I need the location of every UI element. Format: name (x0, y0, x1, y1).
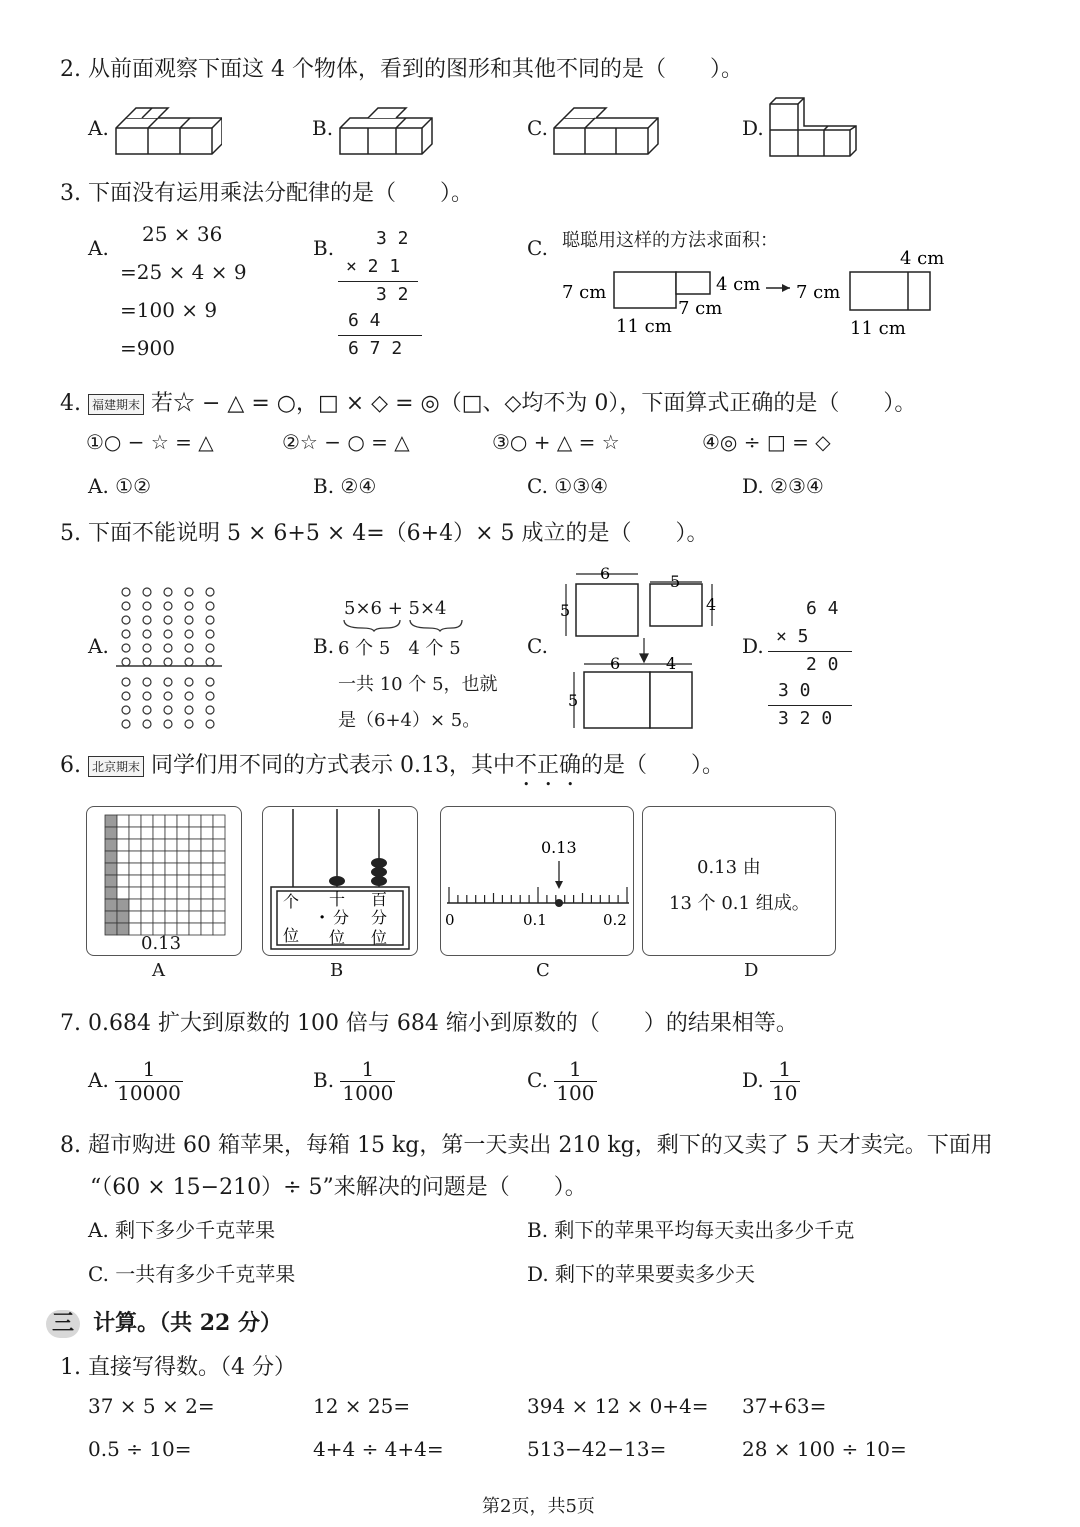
dot (185, 658, 193, 666)
q2-figure-b (336, 106, 446, 162)
dot (185, 588, 193, 596)
q4-number: 4. (60, 391, 81, 416)
q3-b-rule-1 (338, 281, 418, 282)
q6-b-decimal-point: · (319, 907, 326, 928)
grid-cell (129, 899, 141, 911)
grid-cell (201, 827, 213, 839)
q7-d-denominator: 10 (772, 1081, 798, 1105)
q7-option-d (742, 1058, 800, 1105)
q6-panel-a (86, 806, 242, 956)
grid-cell (165, 815, 177, 827)
grid-cell (153, 851, 165, 863)
calc-item-8: 28 × 100 ÷ 10= (742, 1437, 907, 1461)
grid-cell (165, 875, 177, 887)
dot (143, 706, 151, 714)
grid-cell (153, 863, 165, 875)
grid-cell (153, 875, 165, 887)
q6-panel-b-label: B (330, 960, 344, 981)
dot (164, 602, 172, 610)
dot (164, 616, 172, 624)
dot (206, 602, 214, 610)
q6-c-tick-2: 0.2 (603, 911, 627, 929)
grid-cell (117, 815, 129, 827)
q2-option-b-label: B. (312, 116, 334, 140)
grid-cell (129, 875, 141, 887)
dot (164, 588, 172, 596)
dot (185, 678, 193, 686)
grid-cell (201, 839, 213, 851)
grid-cell (177, 899, 189, 911)
section-3-title: 计算。（共 22 分） (93, 1310, 283, 1336)
dot (164, 658, 172, 666)
q5-c-area-figure (554, 562, 724, 734)
q5-b-line-3: 一共 10 个 5，也就 (338, 674, 498, 695)
grid-cell (165, 839, 177, 851)
q6-c-value-label: 0.13 (541, 838, 577, 857)
q7-option-d-label: D. (742, 1068, 764, 1092)
q2-figure-d (766, 96, 860, 162)
q5-d-row-5: 3 2 0 (778, 708, 833, 729)
grid-cell (153, 911, 165, 923)
q3-c-dim-small-width: 7 cm (678, 298, 723, 319)
q5-c-dim-7: 5 (568, 691, 579, 710)
q8-option-d: D. 剩下的苹果要卖多少天 (527, 1262, 756, 1286)
grid-cell (177, 851, 189, 863)
grid-cell (117, 875, 129, 887)
grid-cell (165, 827, 177, 839)
grid-cell (141, 875, 153, 887)
q5-option-c-label: C. (527, 634, 548, 658)
grid-cell (105, 887, 117, 899)
grid-cell (201, 887, 213, 899)
q7-option-c-fraction (554, 1058, 596, 1105)
dot (143, 588, 151, 596)
q3-c-dim-right-width: 11 cm (850, 318, 906, 339)
grid-cell (201, 911, 213, 923)
grid-cell (213, 815, 225, 827)
dot (143, 720, 151, 728)
q3-c-dim-right-height: 7 cm (796, 282, 841, 303)
q6-b-ones-1: 个 (283, 892, 300, 911)
dot (185, 644, 193, 652)
grid-cell (141, 911, 153, 923)
grid-cell (189, 815, 201, 827)
q6-panel-c-label: C (536, 960, 550, 981)
grid-cell (165, 863, 177, 875)
calc-item-3: 394 × 12 × 0+4= (527, 1394, 709, 1418)
q4-source-tag: 福建期末 (88, 394, 144, 415)
q4-option-b: B. ②④ (313, 474, 377, 498)
grid-cell (105, 899, 117, 911)
q5-stem: 5. 下面不能说明 5 × 6+5 × 4=（6+4）× 5 成立的是（ ）。 (60, 521, 709, 546)
q5-c-dim-4: 4 (706, 595, 717, 614)
q6-panel-d (642, 806, 836, 956)
q5-d-row-2: × 5 (776, 626, 809, 647)
grid-cell (105, 923, 117, 935)
grid-cell (201, 851, 213, 863)
q2-figure-a (112, 106, 222, 162)
q4-item-2: ②☆ − ○ = △ (282, 430, 410, 454)
dot (185, 602, 193, 610)
grid-cell (141, 827, 153, 839)
q3-option-b-label: B. (313, 236, 335, 260)
q3-option-c-label: C. (527, 236, 548, 260)
grid-cell (129, 851, 141, 863)
q6-b-tenths-3: 位 (329, 928, 346, 947)
q8-option-b: B. 剩下的苹果平均每天卖出多少千克 (527, 1218, 855, 1242)
dot (164, 692, 172, 700)
q4-option-c: C. ①③④ (527, 474, 609, 498)
q2-stem: 2. 从前面观察下面这 4 个物体，看到的图形和其他不同的是（ ）。 (60, 57, 743, 82)
grid-cell (129, 815, 141, 827)
dot (164, 706, 172, 714)
grid-cell (189, 911, 201, 923)
q5-d-row-3: 2 0 (806, 654, 839, 675)
q6-d-line-2: 13 个 0.1 组成。 (669, 893, 810, 914)
grid-cell (105, 863, 117, 875)
dot (143, 658, 151, 666)
section-3-number: 三 (46, 1310, 80, 1338)
q5-c-dim-6: 4 (666, 654, 677, 673)
grid-cell (213, 839, 225, 851)
dot (164, 678, 172, 686)
q7-c-denominator: 100 (556, 1081, 595, 1105)
grid-cell (117, 839, 129, 851)
grid-cell (177, 911, 189, 923)
dot (206, 588, 214, 596)
calc-item-5: 0.5 ÷ 10= (88, 1437, 192, 1461)
q6-b-ones-2: 位 (283, 926, 300, 945)
q6-a-caption: 0.13 (141, 933, 182, 954)
q6-b-tenths-2: 分 (333, 908, 350, 927)
grid-cell (213, 875, 225, 887)
grid-cell (201, 863, 213, 875)
grid-cell (117, 899, 129, 911)
grid-cell (129, 863, 141, 875)
grid-cell (153, 839, 165, 851)
q5-b-braces (342, 618, 466, 632)
q3-c-dim-left-height: 7 cm (562, 282, 607, 303)
q5-c-dim-3: 5 (560, 601, 571, 620)
grid-cell (141, 863, 153, 875)
dot (122, 720, 130, 728)
q5-b-line-1: 5×6 + 5×4 (344, 598, 447, 619)
dot (185, 692, 193, 700)
dot (206, 658, 214, 666)
dot (206, 630, 214, 638)
q5-b-line-4: 是（6+4）× 5。 (338, 710, 481, 731)
q4-option-a: A. ①② (88, 474, 152, 498)
q4-stem-line (60, 386, 916, 417)
q6-stem-before: 同学们用不同的方式表示 0.13，其中 (151, 753, 515, 778)
grid-cell (153, 827, 165, 839)
dot (122, 706, 130, 714)
q7-b-numerator: 1 (361, 1057, 375, 1081)
grid-cell (117, 863, 129, 875)
q3-c-dim-small-height: 4 cm (716, 274, 761, 295)
grid-cell (177, 863, 189, 875)
grid-cell (117, 887, 129, 899)
q6-b-abacus (263, 807, 417, 955)
page-footer: 第2页，共5页 (482, 1496, 595, 1517)
q5-option-d-label: D. (742, 634, 764, 658)
q6-stem-emphasis: 不正确 (515, 753, 582, 778)
grid-cell (129, 911, 141, 923)
dot (143, 616, 151, 624)
q5-option-b-label: B. (313, 634, 335, 658)
grid-cell (213, 827, 225, 839)
q7-option-b-fraction (340, 1058, 395, 1105)
q5-option-a-label: A. (88, 634, 109, 658)
q7-a-numerator: 1 (142, 1057, 156, 1081)
dot (143, 692, 151, 700)
grid-cell (201, 875, 213, 887)
q3-stem: 3. 下面没有运用乘法分配律的是（ ）。 (60, 181, 473, 206)
q2-option-c-label: C. (527, 116, 548, 140)
grid-cell (129, 839, 141, 851)
q4-item-3: ③○ + △ = ☆ (492, 430, 620, 454)
grid-cell (117, 923, 129, 935)
dot (206, 720, 214, 728)
q3-b-row-1: 3 2 (376, 228, 409, 249)
grid-cell (141, 815, 153, 827)
q6-source-tag: 北京期末 (88, 756, 144, 777)
grid-cell (177, 875, 189, 887)
grid-cell (105, 827, 117, 839)
grid-cell (189, 875, 201, 887)
q6-b-hundredths-3: 位 (371, 928, 388, 947)
grid-cell (213, 923, 225, 935)
dot (122, 616, 130, 624)
grid-cell (189, 899, 201, 911)
q6-panel-d-label: D (744, 960, 759, 981)
dot (164, 644, 172, 652)
dot (122, 630, 130, 638)
q5-c-dim-1: 6 (600, 564, 611, 583)
q7-a-denominator: 10000 (117, 1081, 181, 1105)
grid-cell (141, 899, 153, 911)
q6-b-hundredths-1: 百 (371, 890, 388, 909)
grid-cell (165, 911, 177, 923)
q5-d-rule-1 (768, 651, 852, 652)
q7-option-d-fraction (770, 1058, 799, 1105)
dot (143, 630, 151, 638)
q7-d-numerator: 1 (778, 1057, 792, 1081)
grid-cell (213, 851, 225, 863)
dot (206, 706, 214, 714)
q8-option-c: C. 一共有多少千克苹果 (88, 1262, 296, 1286)
q7-option-a (88, 1058, 183, 1105)
grid-cell (105, 815, 117, 827)
grid-cell (201, 815, 213, 827)
calc-item-4: 37+63= (742, 1394, 827, 1418)
dot (185, 706, 193, 714)
q4-option-d: D. ②③④ (742, 474, 824, 498)
q6-panel-a-label: A (152, 960, 165, 981)
q6-stem-after: 的是（ ）。 (581, 753, 725, 778)
q4-stem: 若☆ − △ = ○，□ × ◇ = ◎（□、◇均不为 0），下面算式正确的是（ ）。 (151, 391, 917, 416)
grid-cell (201, 923, 213, 935)
grid-cell (213, 887, 225, 899)
dot (122, 678, 130, 686)
calc-item-2: 12 × 25= (313, 1394, 411, 1418)
dot (164, 720, 172, 728)
q7-stem: 7. 0.684 扩大到原数的 100 倍与 684 缩小到原数的（ ）的结果相等。 (60, 1011, 798, 1036)
q7-c-numerator: 1 (569, 1057, 582, 1081)
q3-a-line-1: 25 × 36 (142, 222, 223, 246)
q8-stem-line-1: 8. 超市购进 60 箱苹果，每箱 15 kg，第一天卖出 210 kg，剩下的又卖了 5 天才卖完。下面用 (60, 1133, 993, 1158)
dot (206, 678, 214, 686)
q6-panel-b (262, 806, 418, 956)
q6-d-line-1: 0.13 由 (697, 857, 761, 878)
grid-cell (165, 887, 177, 899)
q5-d-row-4: 3 0 (778, 680, 811, 701)
grid-cell (141, 887, 153, 899)
q5-c-dim-2: 5 (670, 572, 681, 591)
grid-cell (201, 899, 213, 911)
dot (122, 692, 130, 700)
grid-cell (189, 863, 201, 875)
grid-cell (189, 887, 201, 899)
grid-cell (189, 923, 201, 935)
grid-cell (165, 899, 177, 911)
q7-option-a-fraction (115, 1058, 183, 1105)
dot (164, 630, 172, 638)
q5-d-row-1: 6 4 (806, 598, 839, 619)
grid-cell (213, 863, 225, 875)
section-3-header (46, 1306, 282, 1338)
grid-cell (129, 923, 141, 935)
q7-option-a-label: A. (88, 1068, 109, 1092)
grid-cell (129, 827, 141, 839)
dot (122, 644, 130, 652)
q6-stem-line (60, 748, 724, 791)
calc-item-6: 4+4 ÷ 4+4= (313, 1437, 444, 1461)
q2-option-a-label: A. (88, 116, 109, 140)
dot (185, 616, 193, 624)
dot (206, 692, 214, 700)
q3-b-row-5: 6 7 2 (348, 338, 403, 359)
q5-d-rule-2 (768, 705, 852, 706)
grid-cell (153, 887, 165, 899)
section-3-subtitle: 1. 直接写得数。（4 分） (60, 1355, 296, 1380)
q7-option-b-label: B. (313, 1068, 335, 1092)
grid-cell (213, 911, 225, 923)
q2-option-d-label: D. (742, 116, 764, 140)
q6-c-number-line (441, 807, 633, 955)
grid-cell (177, 827, 189, 839)
dot (206, 644, 214, 652)
q6-b-tenths-1: 十 (329, 890, 346, 909)
dot (143, 678, 151, 686)
calc-item-7: 513−42−13= (527, 1437, 667, 1461)
q7-option-c (527, 1058, 597, 1105)
q7-option-b (313, 1058, 395, 1105)
q6-b-hundredths-2: 分 (371, 908, 388, 927)
dot (122, 602, 130, 610)
grid-cell (189, 839, 201, 851)
q3-b-row-4: 6 4 (348, 310, 381, 331)
q5-a-dot-array (114, 584, 226, 732)
grid-cell (117, 827, 129, 839)
q7-option-c-label: C. (527, 1068, 548, 1092)
q3-b-row-2: × 2 1 (346, 256, 401, 277)
q3-option-a-label: A. (88, 236, 109, 260)
dot (143, 644, 151, 652)
grid-cell (177, 887, 189, 899)
calc-item-1: 37 × 5 × 2= (88, 1394, 215, 1418)
q8-stem-line-2: “（60 × 15−210）÷ 5”来解决的问题是（ ）。 (90, 1175, 587, 1200)
grid-cell (165, 851, 177, 863)
q7-b-denominator: 1000 (342, 1081, 394, 1105)
q3-c-dim-right-top: 4 cm (900, 248, 945, 269)
q4-item-4: ④◎ ÷ □ = ◇ (702, 430, 831, 454)
dot (122, 658, 130, 666)
q3-c-dim-left-width: 11 cm (616, 316, 672, 337)
q6-panel-c (440, 806, 634, 956)
q6-c-tick-0: 0 (445, 911, 455, 929)
q8-option-a: A. 剩下多少千克苹果 (88, 1218, 276, 1242)
grid-cell (141, 851, 153, 863)
grid-cell (105, 911, 117, 923)
q4-item-1: ①○ − ☆ = △ (86, 430, 214, 454)
q5-c-dim-5: 6 (610, 654, 621, 673)
grid-cell (105, 839, 117, 851)
grid-cell (117, 911, 129, 923)
grid-cell (117, 851, 129, 863)
grid-cell (189, 851, 201, 863)
q6-a-hundred-grid (103, 813, 227, 937)
grid-cell (153, 815, 165, 827)
q3-b-row-3: 3 2 (376, 284, 409, 305)
dot (185, 720, 193, 728)
grid-cell (153, 899, 165, 911)
dot (185, 630, 193, 638)
grid-cell (177, 815, 189, 827)
grid-cell (141, 839, 153, 851)
grid-cell (105, 851, 117, 863)
q5-b-line-2: 6 个 5 4 个 5 (338, 638, 461, 659)
q3-b-rule-2 (338, 335, 422, 336)
grid-cell (129, 887, 141, 899)
dot (206, 616, 214, 624)
q3-a-line-4: =900 (120, 336, 175, 360)
grid-cell (105, 875, 117, 887)
q6-c-tick-1: 0.1 (523, 911, 547, 929)
q3-c-text: 聪聪用这样的方法求面积： (562, 230, 778, 251)
q3-a-line-2: =25 × 4 × 9 (120, 260, 247, 284)
q6-number: 6. (60, 753, 81, 778)
dot (143, 602, 151, 610)
q2-figure-c (550, 106, 662, 162)
grid-cell (213, 899, 225, 911)
grid-cell (177, 839, 189, 851)
q3-a-line-3: =100 × 9 (120, 298, 218, 322)
dot (122, 588, 130, 596)
grid-cell (189, 827, 201, 839)
q3-c-figure (556, 246, 956, 342)
